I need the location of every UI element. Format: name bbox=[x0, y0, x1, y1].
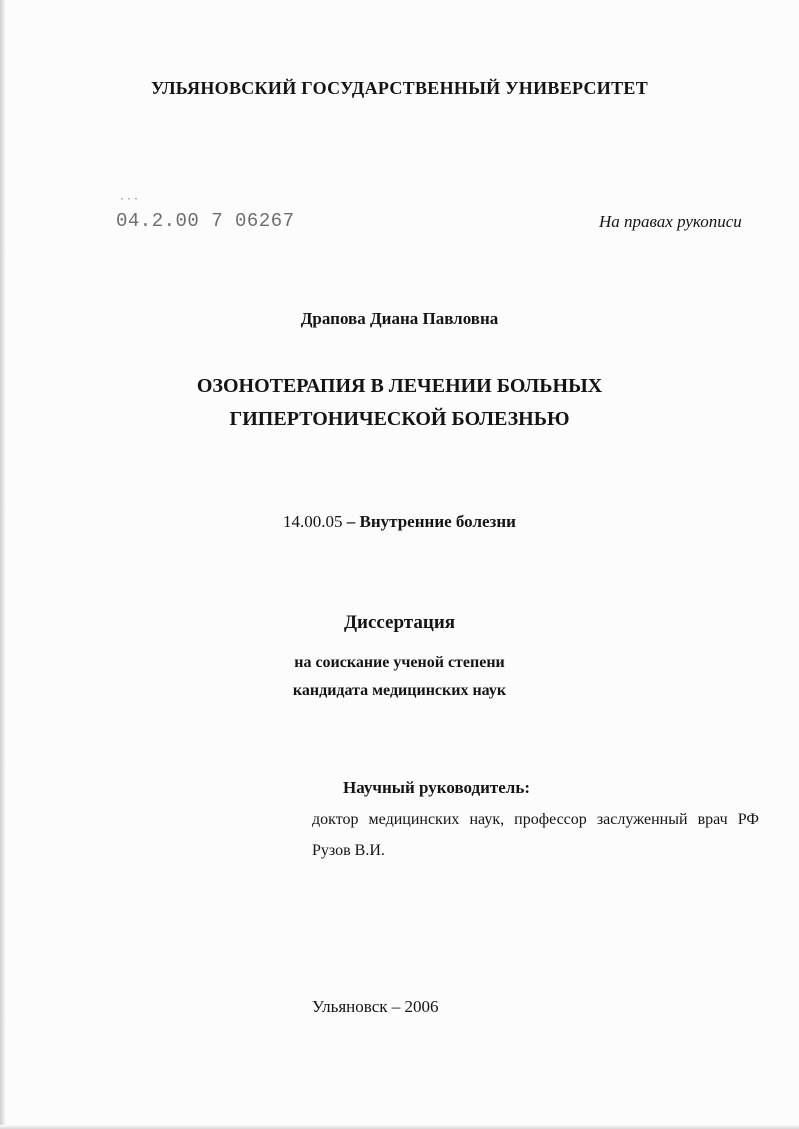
supervisor-details: доктор медицинских наук, профессор заслуженный врач РФ Рузов В.И. bbox=[312, 811, 759, 859]
title-line-2: ГИПЕРТОНИЧЕСКОЙ БОЛЕЗНЬЮ bbox=[229, 408, 570, 430]
specialty-name: Внутренние болезни bbox=[359, 512, 516, 531]
degree-line-2: кандидата медицинских наук bbox=[292, 682, 507, 699]
specialty-code: 14.00.05 bbox=[283, 512, 343, 531]
city-year: Ульяновск – 2006 bbox=[312, 997, 439, 1016]
scan-shadow-left bbox=[0, 0, 6, 1129]
supervisor-label: Научный руководитель: bbox=[343, 778, 530, 797]
university-name: УЛЬЯНОВСКИЙ ГОСУДАРСТВЕННЫЙ УНИВЕРСИТЕТ bbox=[150, 78, 649, 98]
specialty-dash: – bbox=[342, 512, 360, 531]
specialty bbox=[0, 512, 799, 532]
title-line-1: ОЗОНОТЕРАПИЯ В ЛЕЧЕНИИ БОЛЬНЫХ bbox=[196, 375, 603, 397]
work-type: Диссертация bbox=[343, 612, 456, 633]
stamp-dots-icon: ··· bbox=[119, 194, 141, 205]
degree-line-1: на соискание ученой степени bbox=[294, 654, 505, 671]
author-name: Драпова Диана Павловна bbox=[300, 309, 499, 328]
scan-shadow-bottom bbox=[0, 1125, 799, 1129]
archive-stamp: 04.2.00 7 06267 bbox=[116, 210, 295, 232]
rights-note: На правах рукописи bbox=[599, 212, 742, 231]
degree-statement bbox=[0, 649, 799, 705]
dissertation-title bbox=[0, 370, 799, 436]
